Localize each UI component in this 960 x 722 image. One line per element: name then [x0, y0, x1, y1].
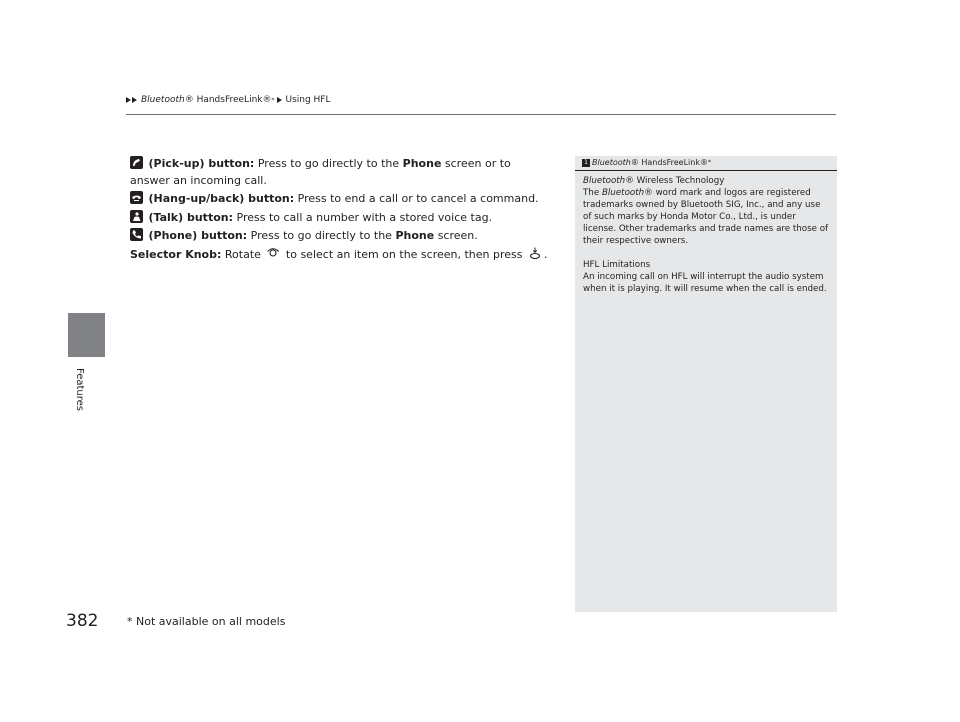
p1-the: The: [583, 188, 600, 198]
breadcrumb-arrow-icon: [132, 97, 137, 103]
rotate-knob-icon: [266, 247, 280, 266]
note-number-badge: 1: [582, 159, 590, 167]
breadcrumb-asterisk: *: [271, 96, 275, 104]
breadcrumb-handsfreelink: ® HandsFreeLink®: [184, 95, 272, 105]
selector-label: Selector Knob:: [130, 247, 222, 261]
talk-icon: [130, 210, 143, 223]
talk-text: Press to call a number with a stored voice tag.: [236, 210, 493, 224]
sidebar-heading: [582, 158, 711, 167]
sidebar-note: [575, 156, 837, 612]
hfl-text: An incoming call on HFL will interrupt the audio system when it is playing. It will resume when the call is ended.: [583, 272, 827, 294]
hang-up-icon: [130, 191, 143, 204]
talk-label: (Talk) button:: [148, 210, 233, 224]
wt-bluetooth: Bluetooth: [583, 176, 626, 186]
pickup-label: (Pick-up) button:: [148, 157, 255, 170]
phone-label: (Phone) button:: [148, 229, 248, 242]
phone-phone-word: Phone: [395, 229, 435, 242]
pickup-phone-word: Phone: [402, 157, 442, 170]
pickup-item: [130, 156, 550, 189]
hangup-label: (Hang-up/back) button:: [148, 192, 295, 205]
pickup-text-2: screen or to answer an incoming call.: [130, 157, 511, 187]
phone-text-2: screen.: [437, 229, 478, 242]
hangup-item: [130, 191, 550, 208]
sidebar-title-rest: ® HandsFreeLink®: [630, 158, 708, 167]
p1-rest: ® word mark and logos are registered trademarks owned by Bluetooth SIG, Inc., and any use of such marks by Honda Motor Co., Ltd., is under license. Other trademarks and trade names are those of their respective owners.: [583, 188, 829, 246]
sidebar-body: [583, 175, 831, 307]
footnote: * Not available on all models: [127, 615, 286, 628]
selector-item: [130, 247, 550, 266]
hfl-title: HFL Limitations: [583, 260, 651, 270]
breadcrumb-separator-icon: [277, 97, 282, 103]
hangup-text: Press to end a call or to cancel a command.: [297, 192, 539, 205]
breadcrumb: [126, 95, 331, 105]
sidebar-rule: [575, 170, 837, 171]
section-tab: [68, 313, 105, 357]
selector-text-1: Rotate: [224, 247, 261, 261]
sidebar-paragraph-1: [583, 175, 831, 247]
breadcrumb-arrow-icon: [126, 97, 131, 103]
header-rule: [126, 114, 836, 115]
page-number: 382: [66, 611, 99, 631]
phone-text: Press to go directly to the: [250, 229, 392, 242]
main-content: [130, 156, 550, 267]
phone-item: [130, 228, 550, 245]
selector-text-3: .: [544, 247, 548, 261]
wt-rest: ® Wireless Technology: [625, 176, 725, 186]
sidebar-title-bluetooth: Bluetooth: [592, 158, 631, 167]
breadcrumb-using-hfl: Using HFL: [285, 95, 331, 105]
p1-bluetooth: Bluetooth: [601, 188, 645, 198]
pickup-text: Press to go directly to the: [257, 157, 400, 170]
phone-icon: [130, 228, 143, 241]
pick-up-icon: [130, 156, 143, 169]
selector-text-2: to select an item on the screen, then press: [285, 247, 523, 261]
section-label: Features: [74, 368, 85, 411]
sidebar-title-asterisk: *: [707, 159, 711, 166]
talk-item: [130, 210, 550, 227]
press-knob-icon: [528, 247, 542, 266]
breadcrumb-bluetooth: Bluetooth: [141, 95, 185, 105]
sidebar-paragraph-2: [583, 259, 831, 295]
